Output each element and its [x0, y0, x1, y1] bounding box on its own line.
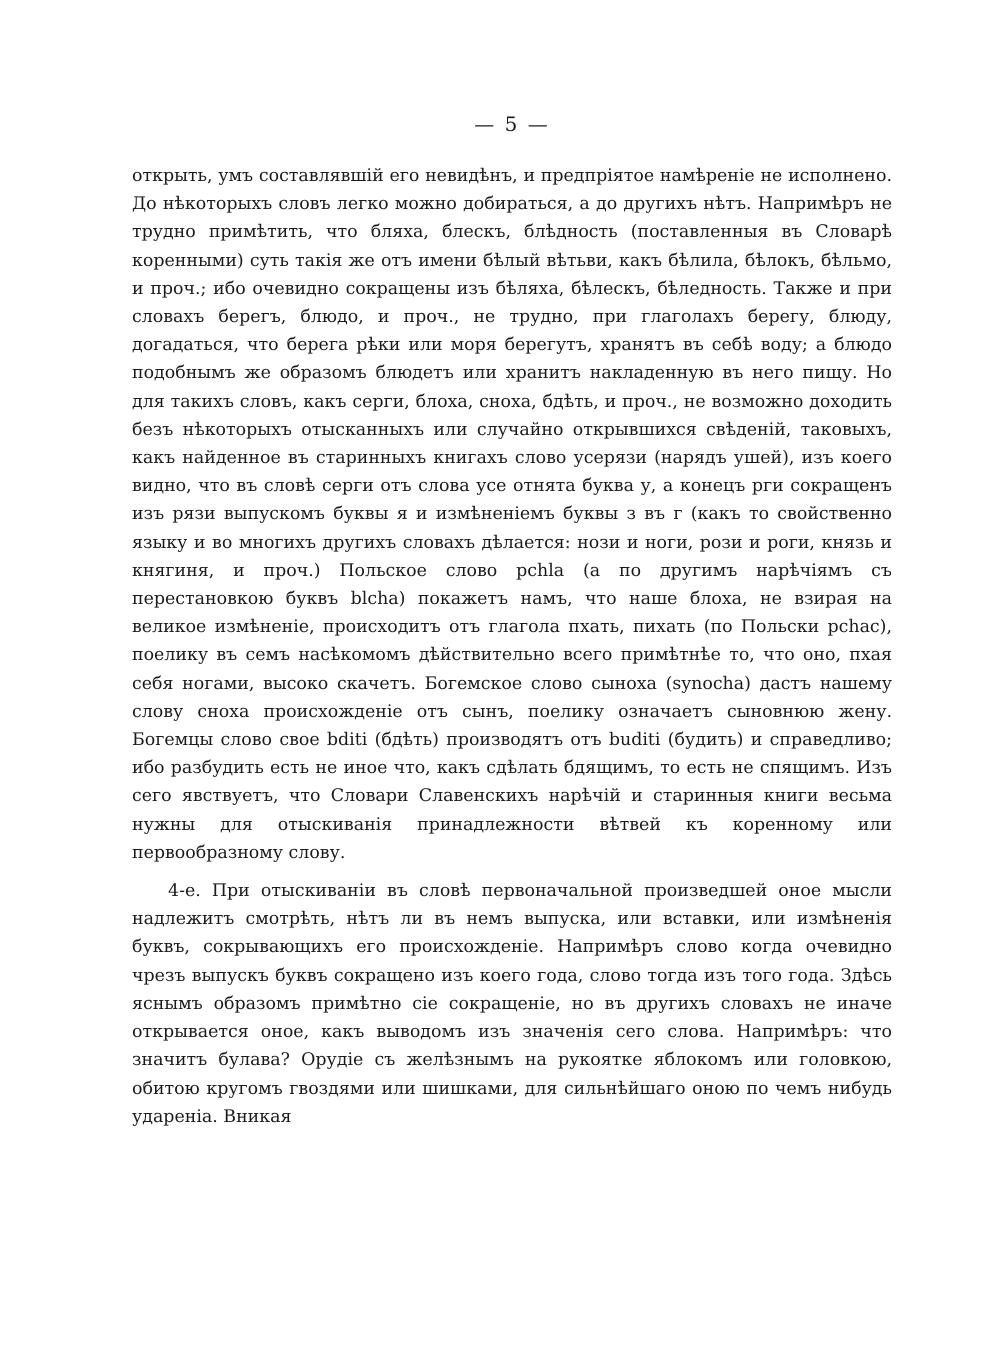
- paragraph-1: открыть, умъ составлявшій его невидѣнъ, и предпріятое намѣреніе не исполнено. До нѣкоторыхъ словъ легко можно добираться, а до другихъ нѣтъ. Напримѣръ не трудно примѣтить, что бляха, блескъ, блѣдность (поставленныя въ Словарѣ коренными) суть такія же отъ имени бѣлый вѣтьви, какъ бѣлила, бѣлокъ, бѣльмо, и проч.; ибо очевидно сокращены изъ бѣляха, бѣлескъ, бѣледность. Также и при словахъ берегъ, блюдо, и проч., не трудно, при глаголахъ берегу, блюду, догадаться, что берега рѣки или моря берегутъ, хранятъ въ себѣ воду; а блюдо подобнымъ же образомъ блюдетъ или хранитъ накладенную въ него пищу. Но для такихъ словъ, какъ серги, блоха, сноха, бдѣть, и проч., не возможно доходить безъ нѣкоторыхъ отысканныхъ или случайно открывшихся свѣденій, таковыхъ, какъ найденное въ старинныхъ книгахъ слово усерязи (нарядъ ушей), изъ коего видно, что въ словѣ серги отъ слова усе отнята буква у, а конецъ рги сокращенъ изъ рязи выпускомъ буквы я и измѣненіемъ буквы з въ г (какъ то свойственно языку и во многихъ другихъ словахъ дѣлается: нози и ноги, рози и роги, князь и княгиня, и проч.) Польское слово pchla (а по другимъ нарѣчіямъ съ перестановкою буквъ blcha) покажетъ намъ, что наше блоха, не взирая на великое измѣненіе, происходитъ отъ глагола пхать, пихать (по Польски pchac), поелику въ семъ насѣкомомъ дѣйствительно всего примѣтнѣе то, что оно, пхая себя ногами, высоко скачетъ. Богемское слово сыноха (synocha) дастъ нашему слову сноха происхожденіе отъ сынъ, поелику означаетъ сыновнюю жену. Богемцы слово свое bditi (бдѣть) производятъ отъ buditi (будить) и справедливо; ибо разбудить есть не иное что, какъ сдѣлать бдящимъ, то есть не спящимъ. Изъ сего явствуетъ, что Словари Славенскихъ нарѣчій и старинныя книги весьма нужны для отыскиванія принадлежности вѣтвей къ коренному или первообразному слову.: [132, 166, 892, 863]
- page-number: — 5 —: [474, 112, 550, 136]
- book-page: [132, 112, 892, 1131]
- paragraph-2: 4-е. При отыскиваніи въ словѣ первоначальной произведшей оное мысли надлежитъ смотрѣть, нѣтъ ли въ немъ выпуска, или вставки, или измѣненія буквъ, сокрывающихъ его происхожденіе. Напримѣръ слово когда очевидно чрезъ выпускъ буквъ сокращено изъ коего года, слово тогда изъ того года. Здѣсь яснымъ образомъ примѣтно сіе сокращеніе, но въ другихъ словахъ не иначе открывается оное, какъ выводомъ изъ значенія сего слова. Напримѣръ: что значитъ булава? Орудіе съ желѣзнымъ на рукоятке яблокомъ или головкою, обитою кругомъ гвоздями или шишками, для сильнѣйшаго оною по чемъ нибудь удареніа. Вникая: [132, 881, 892, 1127]
